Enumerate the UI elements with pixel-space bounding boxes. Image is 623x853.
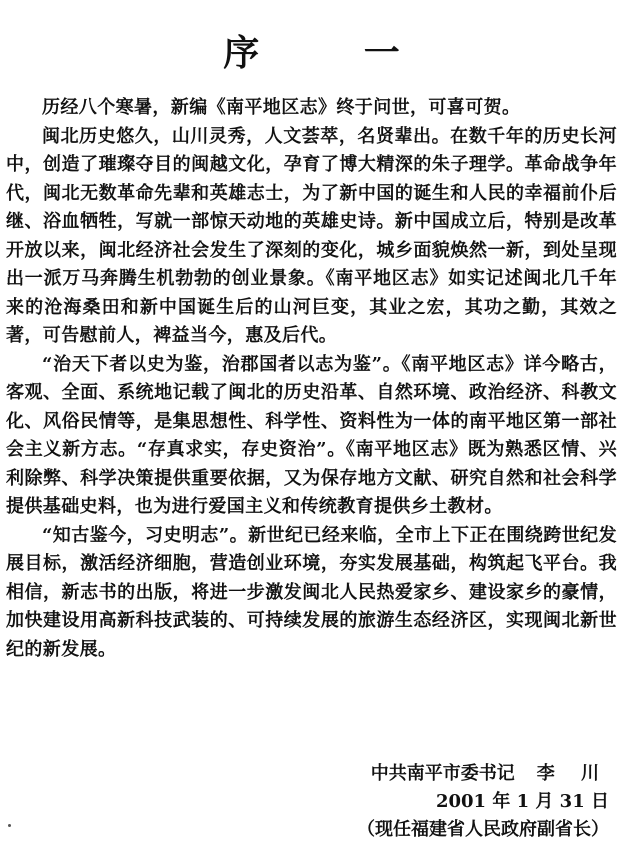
paragraph-2: 闽北历史悠久，山川灵秀，人文荟萃，名贤辈出。在数千年的历史长河中，创造了璀璨夺目的闽越文化，孕育了博大精深的朱子理学。革命战争年代，闽北无数革命先辈和英雄志士，为了新中国的诞生和人民的幸福前仆后继、浴血牺牲，写就一部惊天动地的英雄史诗。新中国成立后，特别是改革开放以来，闽北经济社会发生了深刻的变化，城乡面貌焕然一新，到处呈现出一派万马奔腾生机勃勃的创业景象。《南平地区志》如实记述闽北几千年来的沧海桑田和新中国诞生后的山河巨变，其业之宏，其功之勤，其效之著，可告慰前人，裨益当今，惠及后代。 [6, 125, 617, 346]
signature-date: 2001 年 1 月 31 日 [435, 791, 609, 812]
paragraph-4: “知古鉴今，习史明志”。新世纪已经来临，全市上下正在围绕跨世纪发展目标，激活经济细胞，营造创业环境，夯实发展基础，构筑起飞平台。我相信，新志书的出版，将进一步激发闽北人民热爱家乡、建设家乡的豪情，加快建设用高新科技武装的、可持续发展的旅游生态经济区，实现闽北新世纪的新发展。 [6, 524, 617, 660]
preface-body [6, 94, 617, 664]
author-note: （现任福建省人民政府副省长） [357, 819, 609, 840]
signature-block [357, 760, 609, 844]
paragraph-1: 历经八个寒暑，新编《南平地区志》终于问世，可喜可贺。 [42, 97, 521, 118]
signature-line [357, 760, 609, 788]
author-name: 李 川 [536, 763, 609, 784]
paragraph-3: “治天下者以史为鉴，治郡国者以志为鉴”。《南平地区志》详今略古，客观、全面、系统地记载了闽北的历史沿革、自然环境、政治经济、科教文化、风俗民情等，是集思想性、科学性、资料性为一体的南平地区第一部社会主义新方志。“存真求实，存史资治”。《南平地区志》既为熟悉区情、兴利除弊、科学决策提供重要依据，又为保存地方文献、研究自然和社会科学提供基础史料，也为进行爱国主义和传统教育提供乡土教材。 [6, 353, 617, 517]
scan-speck [8, 824, 11, 827]
author-position: 中共南平市委书记 [370, 763, 515, 784]
page-title: 序 一 [223, 33, 446, 75]
